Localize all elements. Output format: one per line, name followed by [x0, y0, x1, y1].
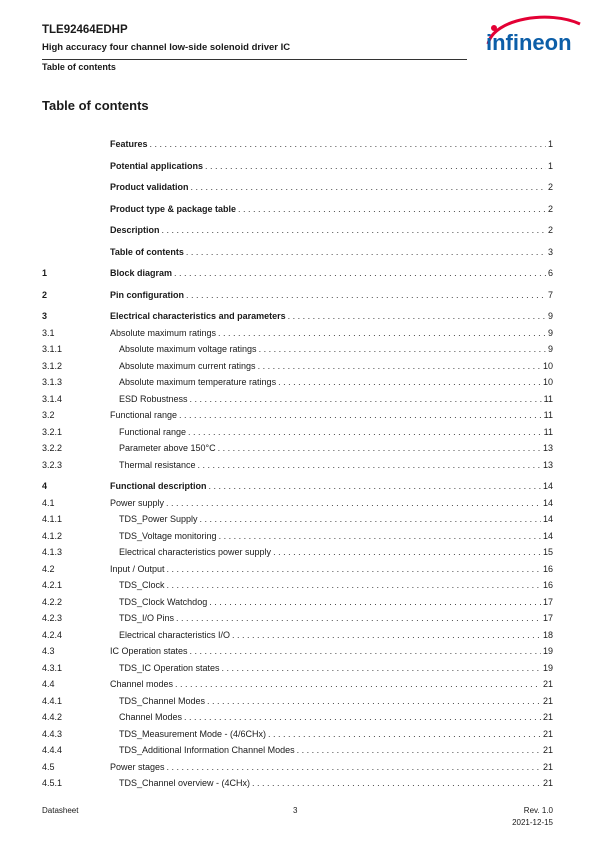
toc-entry-title: TDS_IC Operation states [119, 663, 220, 673]
header-rule [42, 59, 467, 60]
toc-entry[interactable] [0, 480, 595, 493]
toc-leader-dots [238, 203, 546, 216]
toc-leader-dots [176, 612, 541, 625]
toc-entry-page: 13 [542, 443, 553, 453]
toc-entry-page: 18 [542, 630, 553, 640]
toc-leader-dots [166, 497, 541, 510]
toc-entry-number: 4.2.1 [42, 580, 63, 590]
toc-leader-dots [191, 181, 546, 194]
toc-entry-number: 4.1.2 [42, 531, 63, 541]
toc-entry-title: Electrical characteristics power supply [119, 547, 272, 557]
toc-entry-page: 19 [542, 646, 553, 656]
toc-entry-title: Parameter above 150°C [119, 443, 216, 453]
toc-entry[interactable] [0, 203, 595, 216]
toc-entry-page: 16 [542, 564, 553, 574]
toc-entry-title: Absolute maximum ratings [110, 328, 217, 338]
toc-entry[interactable] [0, 376, 595, 389]
toc-entry-number: 3.2.2 [42, 443, 63, 453]
footer-date: 2021-12-15 [512, 818, 553, 827]
toc-entry-page: 2 [547, 204, 553, 214]
toc-entry-page: 14 [542, 481, 553, 491]
toc-entry[interactable] [0, 224, 595, 237]
toc-entry-title: Absolute maximum voltage ratings [119, 344, 257, 354]
toc-entry[interactable] [0, 563, 595, 576]
toc-entry-title: Product validation [110, 182, 189, 192]
toc-entry-title: Block diagram [110, 268, 173, 278]
toc-entry-number: 4.3 [42, 646, 55, 656]
toc-leader-dots [288, 310, 546, 323]
header-subtitle: High accuracy four channel low-side solenoid driver IC [42, 42, 291, 53]
toc-entry[interactable] [0, 310, 595, 323]
toc-entry-number: 3 [42, 311, 48, 321]
toc-entry-page: 3 [547, 247, 553, 257]
toc-entry-page: 17 [542, 613, 553, 623]
toc-entry-title: Thermal resistance [119, 460, 196, 470]
toc-leader-dots [219, 530, 541, 543]
toc-entry-title: Features [110, 139, 148, 149]
toc-entry-title: Functional range [110, 410, 178, 420]
toc-leader-dots [198, 459, 541, 472]
toc-entry[interactable] [0, 678, 595, 691]
toc-entry-page: 14 [542, 531, 553, 541]
toc-entry-page: 21 [542, 778, 553, 788]
toc-entry-title: Absolute maximum temperature ratings [119, 377, 277, 387]
toc-entry-number: 4.2.4 [42, 630, 63, 640]
toc-leader-dots [268, 728, 541, 741]
toc-entry[interactable] [0, 662, 595, 675]
toc-entry-page: 6 [547, 268, 553, 278]
toc-leader-dots [179, 409, 542, 422]
toc-entry-number: 4.4.2 [42, 712, 63, 722]
toc-entry-number: 4.4.4 [42, 745, 63, 755]
toc-leader-dots [273, 546, 541, 559]
page-heading: Table of contents [42, 98, 149, 113]
toc-entry-title: ESD Robustness [119, 394, 188, 404]
toc-entry-title: Channel modes [110, 679, 174, 689]
toc-entry-title: TDS_Voltage monitoring [119, 531, 217, 541]
toc-leader-dots [150, 138, 546, 151]
toc-leader-dots [190, 645, 541, 658]
toc-leader-dots [278, 376, 541, 389]
toc-entry-page: 11 [543, 394, 553, 404]
toc-entry-title: Electrical characteristics and parameters [110, 311, 286, 321]
toc-entry-title: TDS_Additional Information Channel Modes [119, 745, 295, 755]
toc-entry[interactable] [0, 393, 595, 406]
toc-entry-page: 9 [547, 311, 553, 321]
toc-entry-title: IC Operation states [110, 646, 188, 656]
toc-leader-dots [252, 777, 541, 790]
toc-entry-title: TDS_Clock [119, 580, 165, 590]
toc-leader-dots [167, 761, 541, 774]
toc-entry-page: 21 [542, 679, 553, 689]
toc-leader-dots [258, 360, 541, 373]
toc-entry-title: TDS_Clock Watchdog [119, 597, 208, 607]
toc-leader-dots [218, 327, 546, 340]
toc-entry-number: 3.1.2 [42, 361, 63, 371]
toc-entry-title: Electrical characteristics I/O [119, 630, 231, 640]
toc-entry-title: TDS_I/O Pins [119, 613, 175, 623]
toc-entry-page: 9 [547, 344, 553, 354]
toc-entry-title: Description [110, 225, 160, 235]
toc-entry-title: Potential applications [110, 161, 204, 171]
toc-leader-dots [175, 678, 541, 691]
toc-entry-number: 3.2.3 [42, 460, 63, 470]
toc-entry[interactable] [0, 728, 595, 741]
toc-entry-number: 4.5 [42, 762, 55, 772]
toc-entry[interactable] [0, 612, 595, 625]
toc-entry-number: 4.4.1 [42, 696, 63, 706]
toc-leader-dots [167, 579, 541, 592]
toc-leader-dots [209, 596, 541, 609]
toc-entry[interactable] [0, 546, 595, 559]
toc-entry-page: 10 [542, 377, 553, 387]
toc-entry[interactable] [0, 267, 595, 280]
toc-entry-page: 11 [543, 427, 553, 437]
toc-entry[interactable] [0, 695, 595, 708]
toc-leader-dots [162, 224, 546, 237]
toc-leader-dots [232, 629, 541, 642]
toc-entry-number: 4.3.1 [42, 663, 63, 673]
toc-entry-page: 10 [542, 361, 553, 371]
toc-entry-number: 3.1.4 [42, 394, 63, 404]
toc-entry[interactable] [0, 645, 595, 658]
toc-entry-number: 3.1 [42, 328, 55, 338]
toc-entry-title: TDS_Measurement Mode - (4/6CHx) [119, 729, 267, 739]
toc-entry-number: 4.1 [42, 498, 55, 508]
toc-entry[interactable] [0, 497, 595, 510]
infineon-logo [480, 14, 586, 60]
toc-entry[interactable] [0, 426, 595, 439]
toc-entry-number: 4.1.1 [42, 514, 63, 524]
toc-leader-dots [222, 662, 541, 675]
toc-entry-page: 21 [542, 712, 553, 722]
toc-entry[interactable] [0, 138, 595, 151]
toc-entry[interactable] [0, 343, 595, 356]
toc-entry-page: 21 [542, 762, 553, 772]
toc-entry-page: 21 [542, 745, 553, 755]
toc-leader-dots [205, 160, 546, 173]
toc-entry-page: 11 [543, 410, 553, 420]
toc-entry-number: 3.1.1 [42, 344, 63, 354]
toc-entry-title: Channel Modes [119, 712, 183, 722]
toc-entry-title: Functional range [119, 427, 187, 437]
toc-entry-number: 4.2 [42, 564, 55, 574]
toc-leader-dots [207, 695, 541, 708]
toc-entry-title: Power supply [110, 498, 165, 508]
toc-entry-page: 14 [542, 498, 553, 508]
footer-page-number: 3 [293, 806, 298, 815]
toc-entry-title: TDS_Power Supply [119, 514, 198, 524]
toc-leader-dots [167, 563, 541, 576]
toc-entry-page: 2 [547, 225, 553, 235]
toc-leader-dots [174, 267, 546, 280]
logo-text: infineon [486, 30, 572, 55]
toc-entry[interactable] [0, 181, 595, 194]
toc-entry-number: 4.4.3 [42, 729, 63, 739]
toc-leader-dots [218, 442, 541, 455]
toc-entry[interactable] [0, 409, 595, 422]
toc-entry[interactable] [0, 327, 595, 340]
toc-entry[interactable] [0, 629, 595, 642]
toc-entry[interactable] [0, 360, 595, 373]
toc-entry-number: 3.2.1 [42, 427, 63, 437]
toc-entry-page: 15 [542, 547, 553, 557]
toc-leader-dots [209, 480, 541, 493]
toc-entry-page: 9 [547, 328, 553, 338]
toc-entry-title: TDS_Channel Modes [119, 696, 206, 706]
toc-entry-page: 1 [547, 161, 553, 171]
toc-entry[interactable] [0, 711, 595, 724]
toc-entry[interactable] [0, 442, 595, 455]
toc-entry-page: 21 [542, 729, 553, 739]
toc-entry-title: Input / Output [110, 564, 165, 574]
toc-entry[interactable] [0, 459, 595, 472]
toc-entry-title: Product type & package table [110, 204, 237, 214]
toc-entry[interactable] [0, 289, 595, 302]
toc-entry[interactable] [0, 596, 595, 609]
toc-entry[interactable] [0, 513, 595, 526]
toc-entry-title: TDS_Channel overview - (4CHx) [119, 778, 251, 788]
toc-leader-dots [190, 393, 542, 406]
toc-leader-dots [186, 246, 546, 259]
toc-entry-page: 7 [547, 290, 553, 300]
footer-doc-type: Datasheet [42, 806, 79, 815]
toc-entry-page: 13 [542, 460, 553, 470]
toc-entry-page: 19 [542, 663, 553, 673]
toc-entry-page: 14 [542, 514, 553, 524]
toc-entry-page: 21 [542, 696, 553, 706]
header-section: Table of contents [42, 62, 116, 72]
toc-entry-page: 17 [542, 597, 553, 607]
toc-entry[interactable] [0, 579, 595, 592]
toc-entry-title: Functional description [110, 481, 207, 491]
header-product: TLE92464EDHP [42, 24, 128, 36]
toc-entry-number: 4.4 [42, 679, 55, 689]
toc-entry[interactable] [0, 761, 595, 774]
toc-entry-title: Power stages [110, 762, 165, 772]
toc-entry-number: 2 [42, 290, 48, 300]
toc-leader-dots [184, 711, 541, 724]
toc-entry[interactable] [0, 777, 595, 790]
toc-entry-number: 3.2 [42, 410, 55, 420]
toc-entry[interactable] [0, 744, 595, 757]
toc-entry-title: Pin configuration [110, 290, 184, 300]
toc-entry-number: 4.5.1 [42, 778, 63, 788]
toc-leader-dots [259, 343, 546, 356]
toc-entry[interactable] [0, 246, 595, 259]
toc-entry-number: 4 [42, 481, 48, 491]
toc-entry[interactable] [0, 530, 595, 543]
toc-entry-number: 3.1.3 [42, 377, 63, 387]
toc-entry-number: 4.2.2 [42, 597, 63, 607]
toc-entry-number: 1 [42, 268, 48, 278]
toc-entry-page: 16 [542, 580, 553, 590]
toc-entry-number: 4.1.3 [42, 547, 63, 557]
toc-entry-number: 4.2.3 [42, 613, 63, 623]
footer-revision: Rev. 1.0 [523, 806, 553, 815]
toc-entry-title: Table of contents [110, 247, 184, 257]
toc-entry-title: Absolute maximum current ratings [119, 361, 256, 371]
toc-leader-dots [297, 744, 541, 757]
toc-entry-page: 1 [547, 139, 553, 149]
toc-entry-page: 2 [547, 182, 553, 192]
toc-entry[interactable] [0, 160, 595, 173]
toc-leader-dots [188, 426, 542, 439]
toc-leader-dots [186, 289, 546, 302]
toc-leader-dots [200, 513, 541, 526]
